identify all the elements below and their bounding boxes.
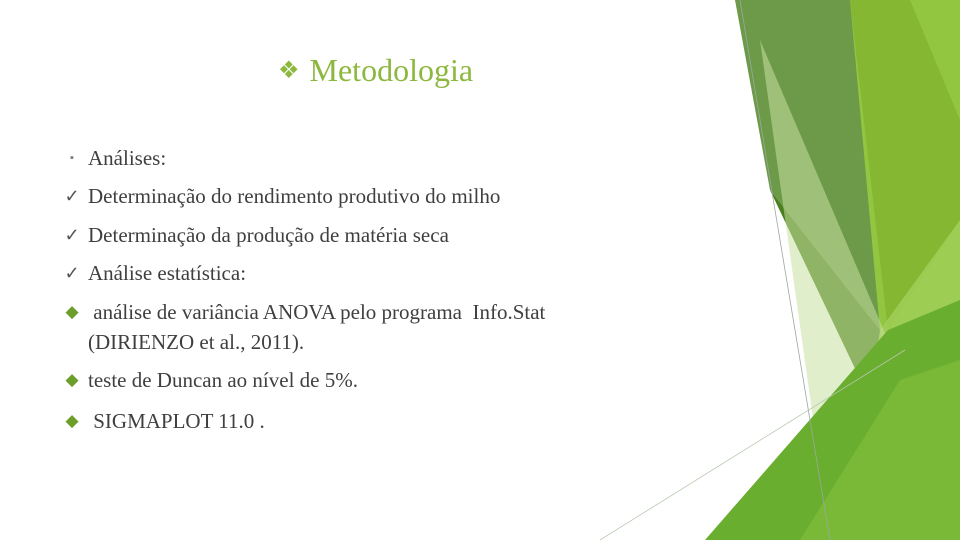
item-text: análise de variância ANOVA pelo programa Info.Stat xyxy=(88,300,546,324)
list-item xyxy=(60,365,660,395)
item-text: Análise estatística: xyxy=(88,261,247,285)
list-item xyxy=(60,220,660,250)
list-item xyxy=(60,297,660,357)
item-text-continuation: (DIRIENZO et al., 2011). xyxy=(88,330,305,354)
list-item xyxy=(60,143,660,173)
item-text: Determinação da produção de matéria seca xyxy=(88,223,449,247)
item-text: Determinação do rendimento produtivo do milho xyxy=(88,184,501,208)
square-bullet-icon: ▪ xyxy=(70,152,74,164)
item-text: Análises: xyxy=(88,146,167,170)
list-item xyxy=(60,181,660,211)
item-text: teste de Duncan ao nível de 5%. xyxy=(88,368,358,392)
diamond-bullet-icon: ◆ xyxy=(65,411,79,430)
slide-title xyxy=(278,52,473,89)
list-item xyxy=(60,406,660,436)
check-bullet-icon: ✓ xyxy=(64,263,80,283)
title-text: Metodologia xyxy=(309,52,474,88)
check-bullet-icon: ✓ xyxy=(64,186,80,206)
diamond-bullet-icon: ◆ xyxy=(65,370,79,389)
check-bullet-icon: ✓ xyxy=(64,225,80,245)
item-text: SIGMAPLOT 11.0 . xyxy=(88,409,265,433)
list-item xyxy=(60,258,660,288)
four-diamond-icon: ❖ xyxy=(278,58,300,84)
diamond-bullet-icon: ◆ xyxy=(65,302,79,321)
